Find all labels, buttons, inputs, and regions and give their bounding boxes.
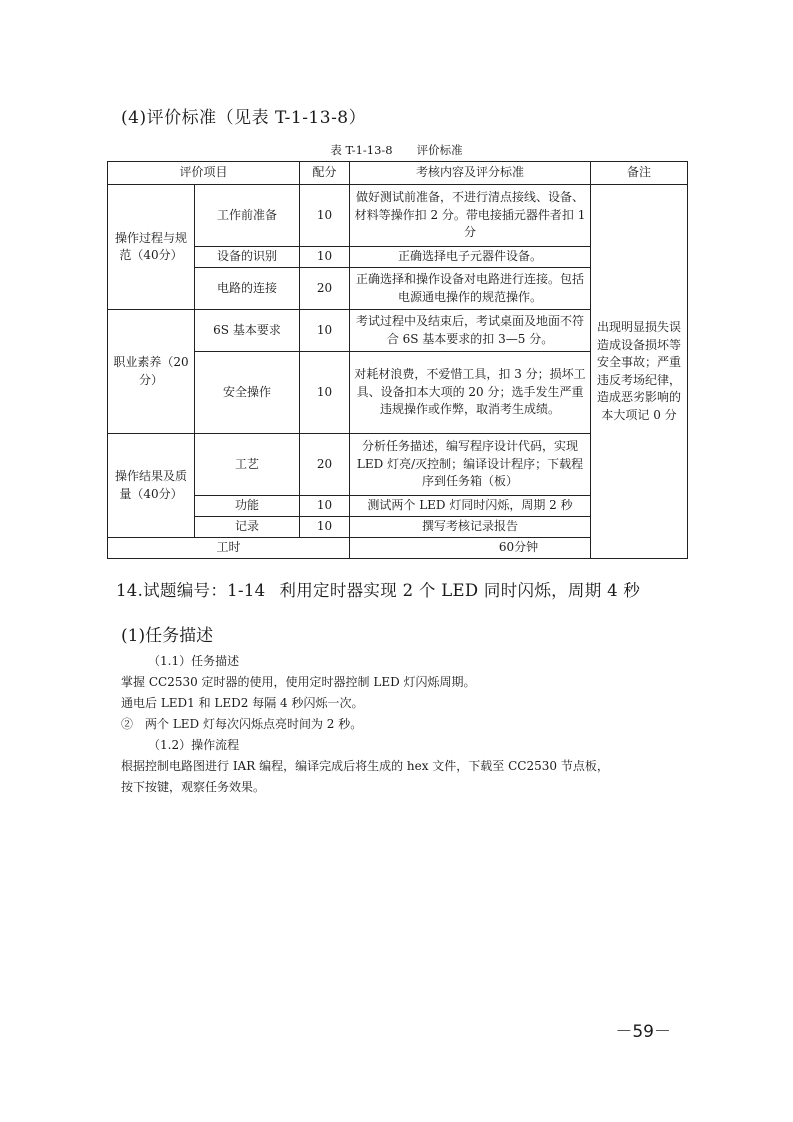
sub-item: 6S 基本要求 [195, 310, 300, 352]
group-name: 操作结果及质量（40分） [108, 434, 195, 538]
score-cell: 10 [300, 352, 350, 434]
table-number: 表 T-1-13-8 [330, 143, 393, 157]
sub-item: 记录 [195, 517, 300, 538]
header-remark: 备注 [591, 162, 688, 185]
body-line: 根据控制电路图进行 IAR 编程，编译完成后将生成的 hex 文件，下载至 CC2530 节点板， [121, 759, 609, 773]
work-hours-value: 60分钟 [350, 538, 688, 559]
remark-cell: 出现明显损失误造成设备损坏等安全事故；严重违反考场纪律，造成恶劣影响的本大项记 0 分 [591, 185, 688, 559]
table-row [108, 185, 688, 247]
sub-item: 电路的连接 [195, 268, 300, 310]
score-cell: 10 [300, 247, 350, 268]
content-cell: 分析任务描述，编写程序设计代码，实现 LED 灯亮/灭控制；编译设计程序；下载程序到任务箱（板） [350, 434, 591, 496]
work-hours-label: 工时 [108, 538, 350, 559]
body-line: ② 两个 LED 灯每次闪烁点亮时间为 2 秒。 [121, 717, 363, 731]
table-header-row [108, 162, 688, 185]
score-cell: 10 [300, 496, 350, 517]
table-footer-row [108, 538, 688, 559]
content-cell: 考试过程中及结束后，考试桌面及地面不符合 6S 基本要求的扣 3—5 分。 [350, 310, 591, 352]
content-cell: 做好测试前准备，不进行清点接线、设备、材料等操作扣 2 分。带电接插元器件者扣 1 分 [350, 185, 591, 247]
item-title [116, 577, 640, 601]
body-line: 按下按键，观察任务效果。 [121, 780, 266, 794]
header-eval-item: 评价项目 [108, 162, 300, 185]
section-heading: (4)评价标准（见表 T-1-13-8） [121, 108, 367, 128]
score-cell: 10 [300, 185, 350, 247]
paragraph-heading: （1.1）任务描述 [148, 654, 240, 668]
paragraph-heading: （1.2）操作流程 [148, 738, 240, 752]
group-name: 职业素养（20分） [108, 310, 195, 434]
table-caption [0, 142, 793, 158]
item-number: 14.试题编号：1-14 [116, 581, 266, 600]
group-name: 操作过程与规范（40分） [108, 185, 195, 310]
evaluation-table [107, 161, 688, 559]
table-title: 评价标准 [416, 143, 463, 157]
sub-item: 功能 [195, 496, 300, 517]
score-cell: 10 [300, 310, 350, 352]
content-cell: 正确选择和操作设备对电路进行连接。包括电源通电操作的规范操作。 [350, 268, 591, 310]
content-cell: 对耗材浪费，不爱惜工具，扣 3 分；损坏工具、设备扣本大项的 20 分；选手发生严重违规操作或作弊，取消考生成绩。 [350, 352, 591, 434]
subsection-heading: (1)任务描述 [121, 626, 214, 646]
sub-item: 安全操作 [195, 352, 300, 434]
body-line: 通电后 LED1 和 LED2 每隔 4 秒闪烁一次。 [121, 696, 364, 710]
score-cell: 20 [300, 268, 350, 310]
page-number: －59－ [615, 1022, 671, 1042]
content-cell: 撰写考核记录报告 [350, 517, 591, 538]
sub-item: 工艺 [195, 434, 300, 496]
content-cell: 正确选择电子元器件设备。 [350, 247, 591, 268]
score-cell: 10 [300, 517, 350, 538]
task-description [121, 651, 681, 798]
sub-item: 设备的识别 [195, 247, 300, 268]
score-cell: 20 [300, 434, 350, 496]
header-content: 考核内容及评分标准 [350, 162, 591, 185]
item-name: 利用定时器实现 2 个 LED 同时闪烁，周期 4 秒 [279, 581, 641, 600]
body-line: 掌握 CC2530 定时器的使用，使用定时器控制 LED 灯闪烁周期。 [121, 675, 476, 689]
content-cell: 测试两个 LED 灯同时闪烁，周期 2 秒 [350, 496, 591, 517]
sub-item: 工作前准备 [195, 185, 300, 247]
header-score: 配分 [300, 162, 350, 185]
